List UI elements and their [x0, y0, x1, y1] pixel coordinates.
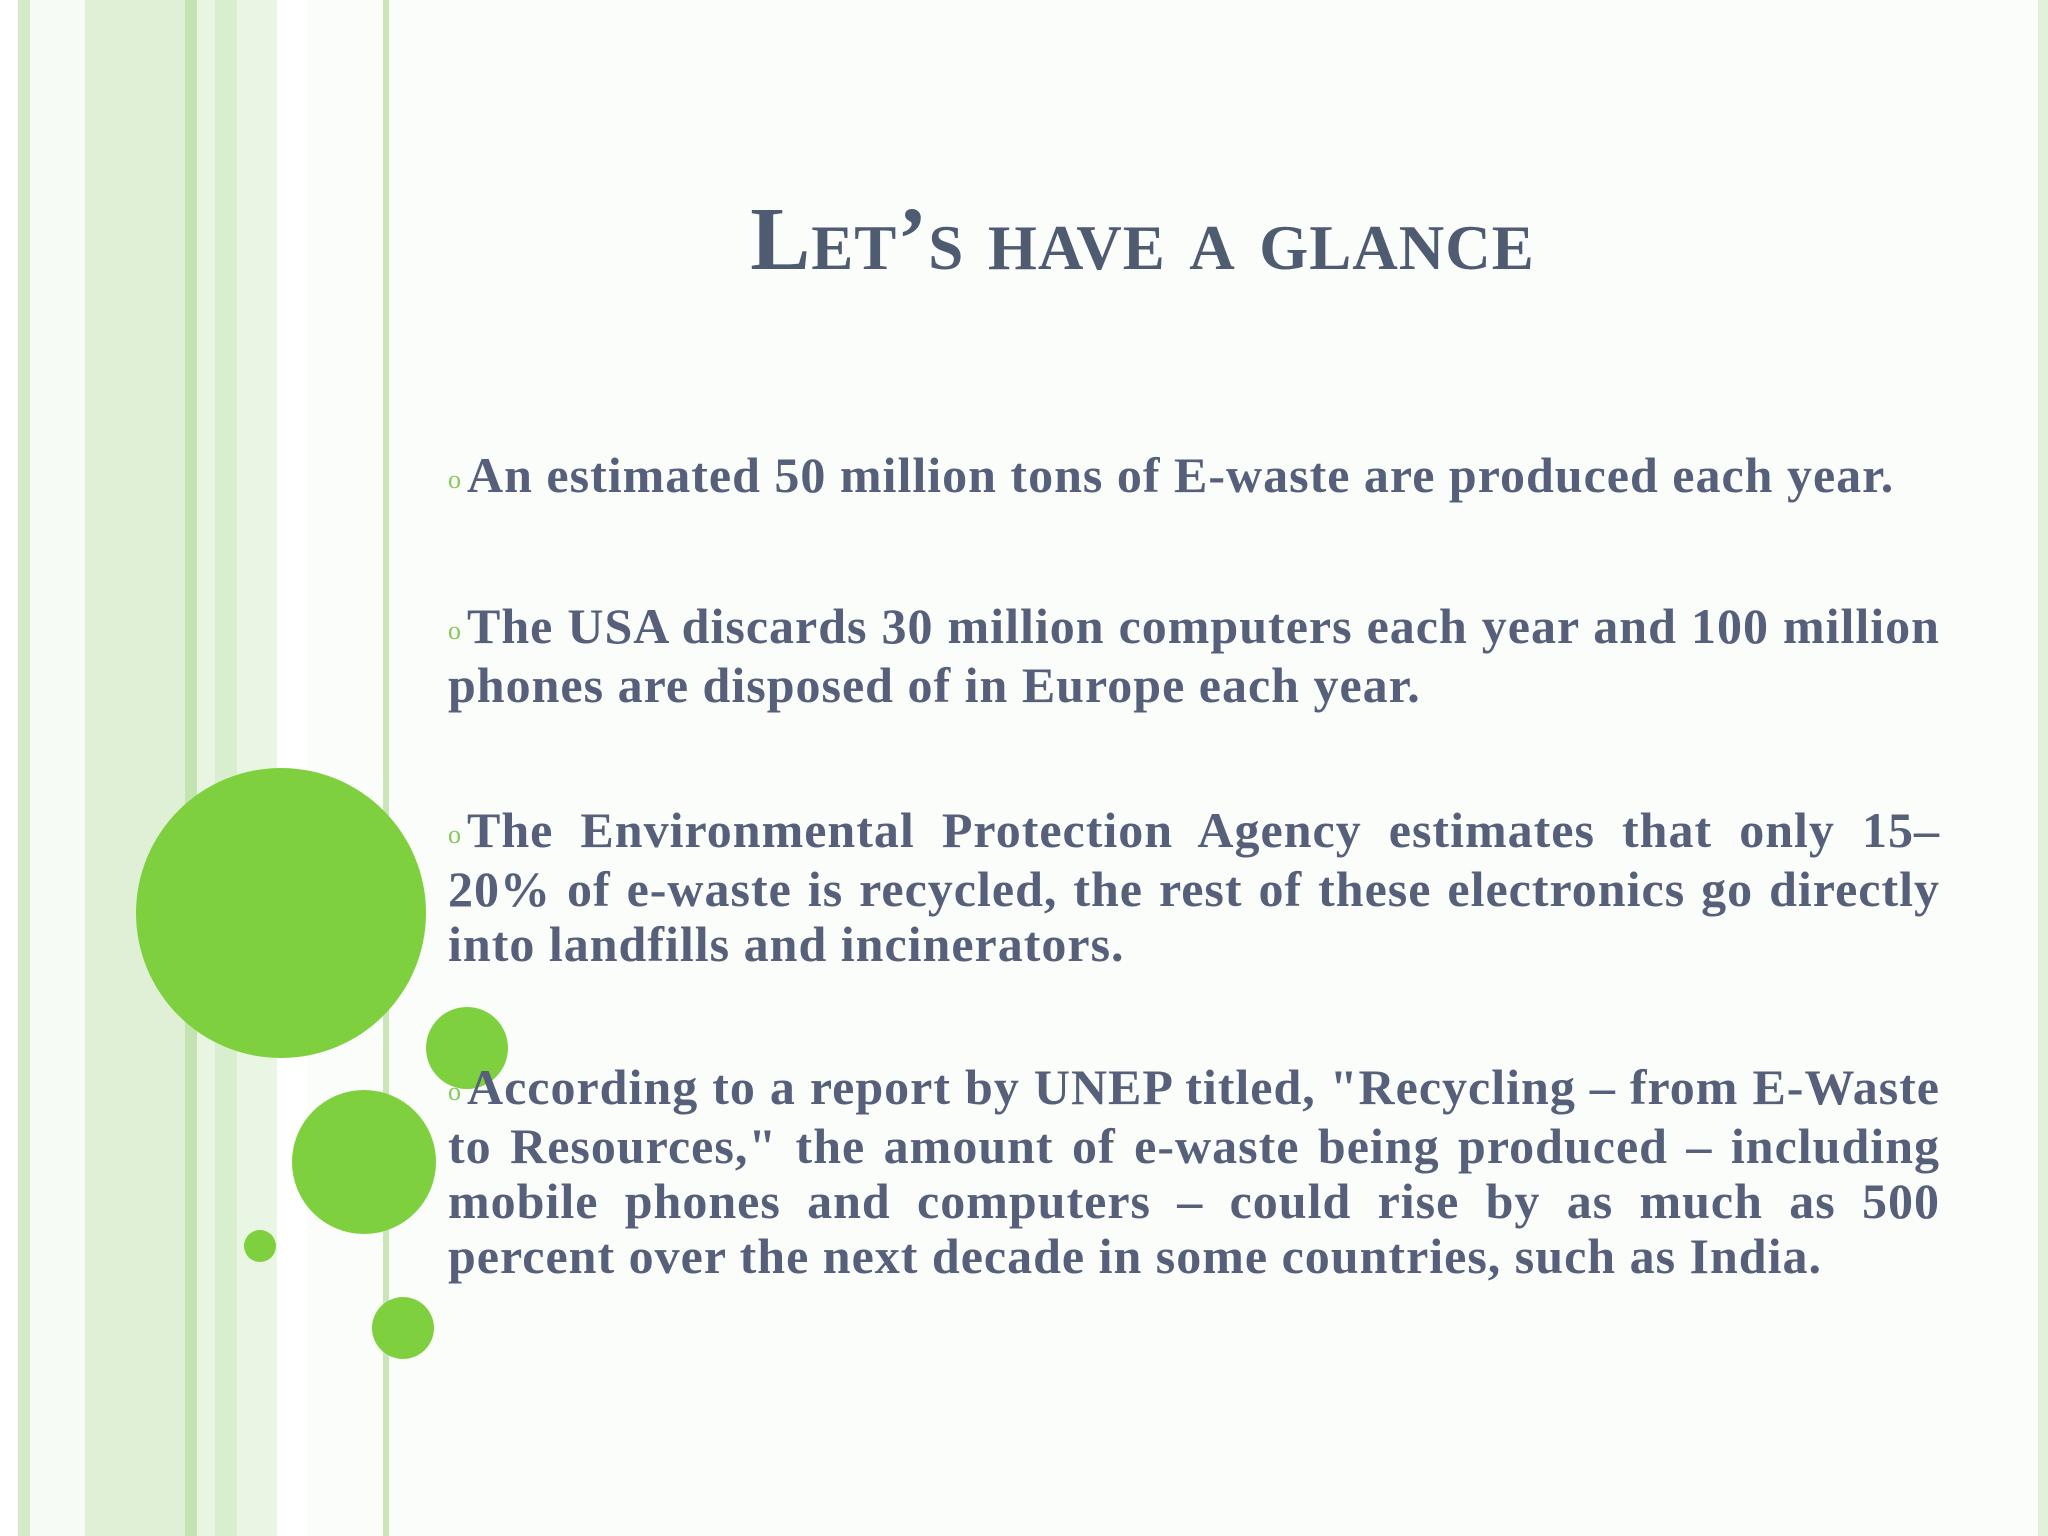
- bullet-item: [448, 599, 1940, 713]
- decorative-circle: [244, 1230, 276, 1262]
- decorative-stripe: [85, 0, 185, 1536]
- bullet-item: [448, 1060, 1940, 1284]
- bullet-text: According to a report by UNEP titled, "Recycling – from E-Waste to Resources," the amount of e-waste being produced – including mobile phones and computers – could rise by as much as 500 percent over the next decade in some countries, such as India.: [448, 1059, 1940, 1284]
- decorative-stripe: [185, 0, 197, 1536]
- bullet-list: [448, 448, 1940, 1376]
- decorative-stripe: [215, 0, 237, 1536]
- bullet-marker-icon: o: [448, 820, 461, 849]
- bullet-item: [448, 803, 1940, 972]
- decorative-stripe: [0, 0, 20, 1536]
- decorative-stripe: [18, 0, 30, 1536]
- bullet-marker-icon: o: [448, 1077, 461, 1106]
- bullet-text: An estimated 50 million tons of E-waste are produced each year.: [467, 447, 1895, 503]
- bullet-text: The USA discards 30 million computers each year and 100 million phones are disposed of in Europe each year.: [448, 598, 1940, 713]
- bullet-marker-icon: o: [448, 465, 461, 494]
- decorative-circle-large: [136, 768, 426, 1058]
- decorative-stripe: [307, 0, 383, 1536]
- bullet-marker-icon: o: [448, 616, 461, 645]
- bullet-item: [448, 448, 1940, 507]
- slide-title: Let’s have a glance: [750, 190, 1535, 289]
- bullet-text: The Environmental Protection Agency estimates that only 15–20% of e-waste is recycled, the rest of these electronics go directly into landfills and incinerators.: [448, 802, 1940, 972]
- decorative-stripe: [30, 0, 85, 1536]
- decorative-circle: [292, 1090, 436, 1234]
- decorative-stripe: [197, 0, 215, 1536]
- right-border: [2038, 0, 2048, 1536]
- decorative-circle: [372, 1297, 434, 1359]
